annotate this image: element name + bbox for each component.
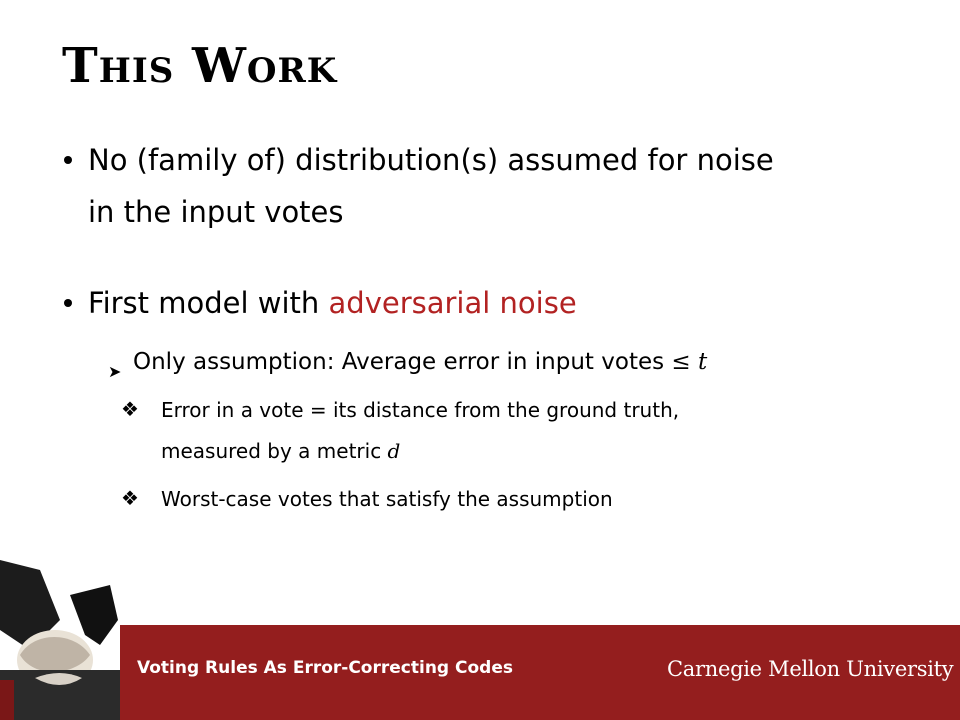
footer-course-title: Voting Rules As Error-Correcting Codes (137, 658, 513, 678)
bullet-2 (88, 281, 577, 325)
bullet-2-text: First model with (88, 286, 329, 320)
bullet-2-accent-text: adversarial noise (328, 286, 577, 320)
university-logo-text: Carnegie Mellon University (667, 657, 954, 681)
bullet-dot-2 (64, 299, 72, 307)
slide-title: This Work (62, 38, 338, 94)
subsub-bullet-1-math: d (387, 439, 401, 463)
bullet-1-line-2: in the input votes (88, 195, 344, 229)
subsub-bullet-1-line-2 (161, 437, 400, 466)
arrow-bullet-icon: ➤ (108, 362, 122, 381)
bullet-1-line-1: No (family of) distribution(s) assumed for noise (88, 143, 774, 177)
diamond-bullet-icon: ❖ (121, 397, 139, 421)
sub-bullet-text: Only assumption: Average error in input votes (133, 349, 672, 375)
sub-bullet (133, 347, 707, 377)
subsub-bullet-1-text: measured by a metric (161, 439, 388, 463)
bullet-dot-1 (64, 156, 72, 164)
subsub-bullet-1-line-1: Error in a vote = its distance from the ground truth, (161, 398, 680, 422)
diamond-bullet-icon: ❖ (121, 486, 139, 510)
subsub-bullet-2: Worst-case votes that satisfy the assumption (161, 487, 613, 511)
decorative-figure-image (0, 560, 120, 720)
sub-bullet-math: ≤ t (671, 349, 708, 375)
